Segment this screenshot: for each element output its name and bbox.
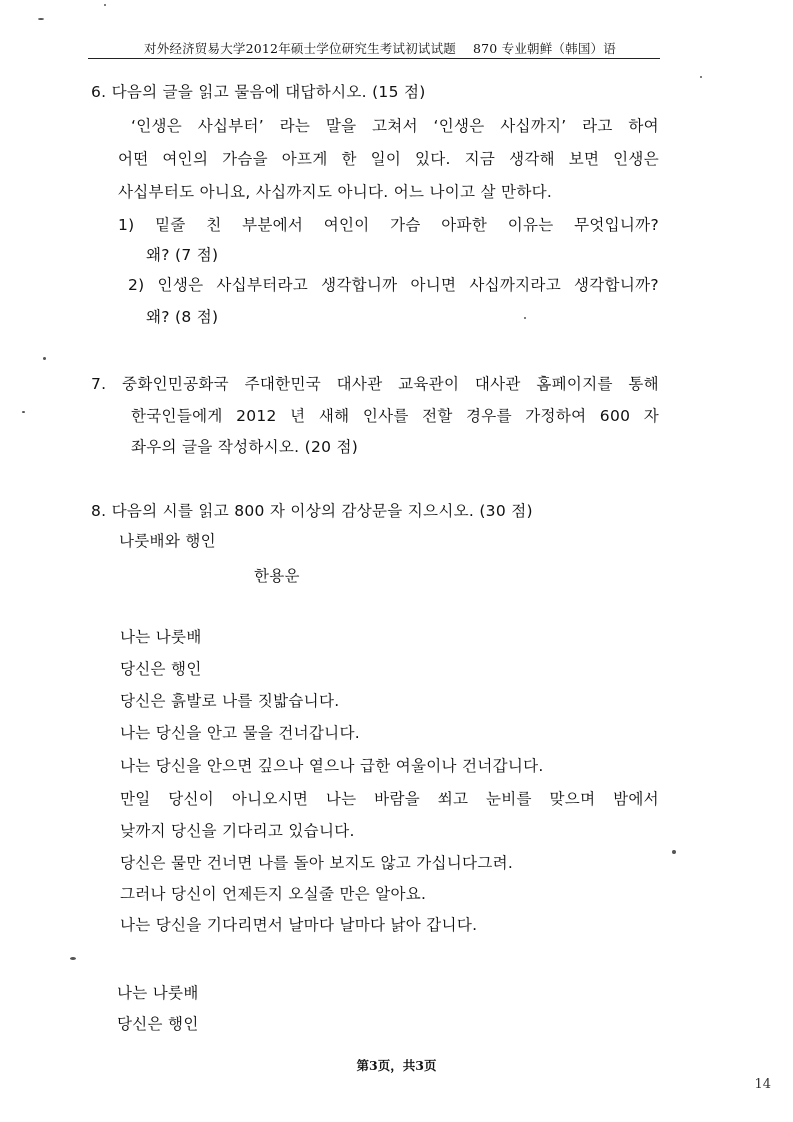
poem-line: 당신은 흙발로 나를 짓밟습니다. [120, 692, 340, 710]
question-6-passage-line-1: ‘인생은 사십부터’ 라는 말을 고쳐서 ‘인생은 사십까지’ 라고 하여 [131, 117, 659, 135]
page-header [88, 36, 660, 59]
poem-line: 그러나 당신이 언제든지 오실줄 만은 알아요. [120, 885, 427, 903]
question-6-prompt: 6. 다음의 글을 읽고 물음에 대답하시오. (15 점) [91, 83, 426, 101]
question-6-sub-1: 1) 밑줄 친 부분에서 여인이 가슴 아파한 이유는 무엇입니까? [118, 216, 659, 234]
poem-line: 당신은 행인 [120, 660, 202, 678]
exam-subject: 870 专业朝鲜（韩国）语 [473, 41, 616, 56]
poem-line: 낮까지 당신을 기다리고 있습니다. [120, 822, 355, 840]
poem-line: 당신은 물만 건너면 나를 돌아 보지도 않고 가십니다그려. [120, 854, 514, 872]
scan-speck [672, 850, 676, 854]
poem-line: 만일 당신이 아니오시면 나는 바람을 쐬고 눈비를 맞으며 밤에서 [120, 790, 659, 808]
scan-speck [104, 4, 106, 6]
poem-title: 나룻배와 행인 [119, 532, 216, 550]
scan-speck [43, 357, 46, 360]
exam-title: 对外经济贸易大学2012年硕士学位研究生考试初试试题 [144, 41, 457, 56]
scan-speck [700, 76, 702, 78]
poem-line: 나는 당신을 안고 물을 건너갑니다. [120, 724, 360, 742]
question-6-passage-line-2: 어떤 여인의 가슴을 아프게 한 일이 있다. 지금 생각해 보면 인생은 [118, 150, 659, 168]
question-7-line-3: 좌우의 글을 작성하시오. (20 점) [131, 438, 359, 456]
poem-line: 나는 나룻배 [120, 628, 202, 646]
scan-speck [22, 411, 25, 413]
question-6-sub-2-points: 왜? (8 점) [146, 308, 219, 326]
question-7-line-2: 한국인들에게 2012 년 새해 인사를 전할 경우를 가정하여 600 자 [131, 407, 659, 425]
page-footer: 第3页，共3页 [356, 1058, 437, 1073]
scan-speck [524, 317, 526, 319]
poem-line: 나는 당신을 기다리면서 날마다 날마다 낡아 갑니다. [120, 916, 478, 934]
question-8-prompt: 8. 다음의 시를 읽고 800 자 이상의 감상문을 지으시오. (30 점) [91, 502, 533, 520]
question-7-line-1: 7. 중화인민공화국 주대한민국 대사관 교육관이 대사관 홈페이지를 통해 [91, 375, 659, 393]
page-number: 14 [754, 1077, 771, 1092]
poem-line: 나는 나룻배 [117, 984, 199, 1002]
poem-author: 한용운 [254, 567, 300, 585]
poem-line: 나는 당신을 안으면 깊으나 옅으나 급한 여울이나 건너갑니다. [120, 757, 544, 775]
scan-speck [38, 18, 44, 20]
poem-line: 당신은 행인 [117, 1015, 199, 1033]
question-6-passage-line-3: 사십부터도 아니요, 사십까지도 아니다. 어느 나이고 살 만하다. [118, 183, 553, 201]
question-6-sub-1-points: 왜? (7 점) [146, 246, 219, 264]
scan-speck [70, 957, 76, 960]
question-6-sub-2: 2) 인생은 사십부터라고 생각합니까 아니면 사십까지라고 생각합니까? [128, 276, 659, 294]
